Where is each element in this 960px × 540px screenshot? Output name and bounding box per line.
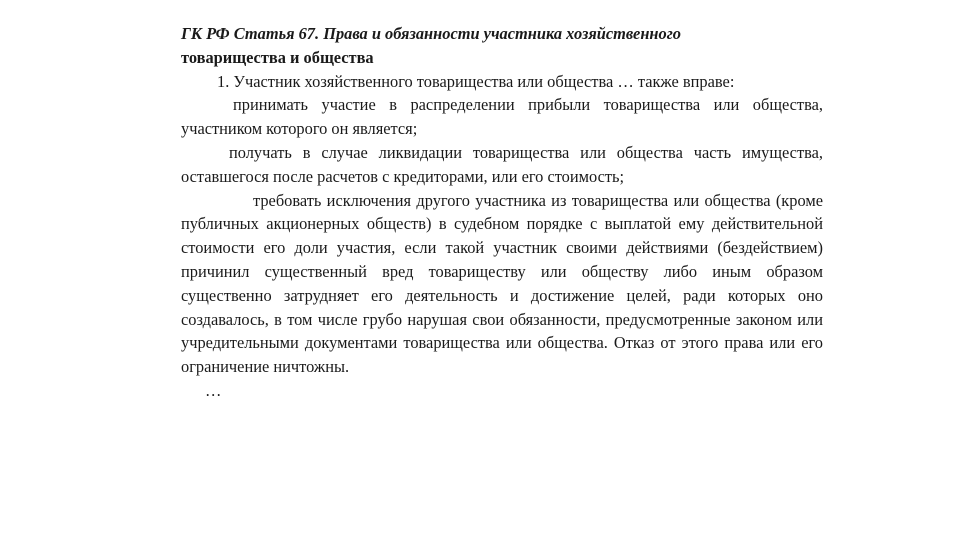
article-subheading: товарищества и общества [181, 47, 374, 67]
article-title [181, 22, 823, 70]
document-body [181, 22, 823, 403]
right-item-exclusion: требовать исключения другого участника из товарищества или общества (кроме публичных акционерных обществ) в судебном порядке с выплатой ему действительной стоимости его доли участия, если такой участник своими действиями (бездействием) причинил существенный вред товариществу или обществу либо иным образом существенно затрудняет его деятельность и достижение целей, ради которых оно создавалось, в том числе грубо нарушая свои обязанности, предусмотренные законом или учредительными документами товарищества или общества. Отказ от этого права или его ограничение ничтожны. [181, 190, 823, 377]
right-item-liquidation: получать в случае ликвидации товарищества или общества часть имущества, оставшегося после расчетов с кредиторами, или его стоимость; [181, 142, 823, 186]
continuation-ellipsis: … [205, 380, 222, 400]
article-heading: ГК РФ Статья 67. Права и обязанности участника хозяйственного [181, 24, 681, 43]
right-item-profit: принимать участие в распределении прибыли товарищества или общества, участником которого он является; [181, 95, 823, 139]
intro-paragraph: 1. Участник хозяйственного товарищества или общества … также вправе: [217, 71, 735, 91]
